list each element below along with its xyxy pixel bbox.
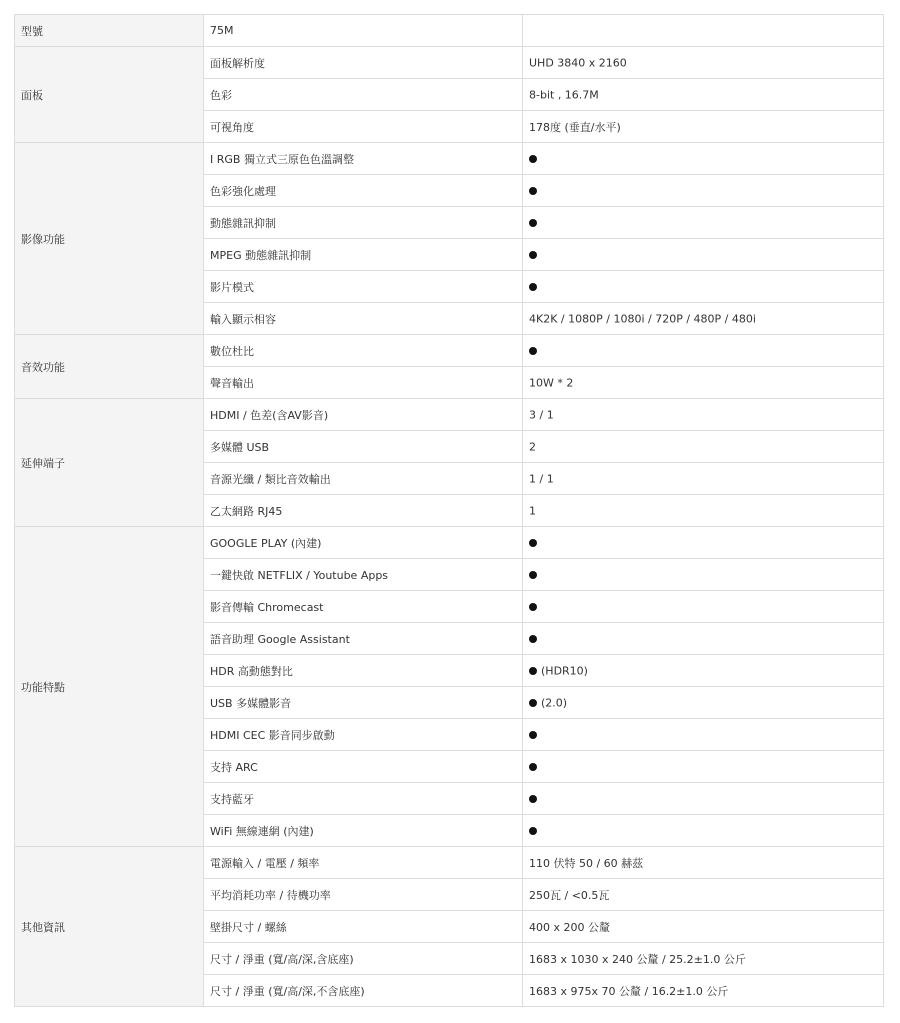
feature-cell: 語音助理 Google Assistant bbox=[204, 623, 523, 655]
value-text: 8-bit , 16.7M bbox=[529, 88, 599, 102]
value-cell bbox=[523, 335, 884, 367]
value-cell bbox=[523, 47, 884, 79]
supported-dot-icon bbox=[529, 667, 537, 675]
section-label: 面板 bbox=[15, 47, 204, 143]
value-cell bbox=[523, 303, 884, 335]
value-text: 400 x 200 公釐 bbox=[529, 920, 610, 934]
value-text: 1 / 1 bbox=[529, 472, 554, 486]
spec-table-body bbox=[15, 15, 884, 1007]
value-cell bbox=[523, 271, 884, 303]
value-text: (2.0) bbox=[541, 696, 568, 710]
supported-dot-icon bbox=[529, 571, 537, 579]
feature-cell: 影音傳輸 Chromecast bbox=[204, 591, 523, 623]
value-cell bbox=[523, 719, 884, 751]
value-cell bbox=[523, 911, 884, 943]
feature-cell: 電源輸入 / 電壓 / 頻率 bbox=[204, 847, 523, 879]
feature-cell: I RGB 獨立式三原色色溫調整 bbox=[204, 143, 523, 175]
feature-cell: 動態雜訊抑制 bbox=[204, 207, 523, 239]
section-label: 影像功能 bbox=[15, 143, 204, 335]
value-text: 4K2K / 1080P / 1080i / 720P / 480P / 480i bbox=[529, 312, 756, 326]
value-cell bbox=[523, 143, 884, 175]
model-extra bbox=[523, 15, 884, 47]
supported-dot-icon bbox=[529, 699, 537, 707]
feature-cell: HDMI CEC 影音同步啟動 bbox=[204, 719, 523, 751]
supported-dot-icon bbox=[529, 187, 537, 195]
model-label: 型號 bbox=[15, 15, 204, 47]
table-row bbox=[15, 15, 884, 47]
value-cell bbox=[523, 79, 884, 111]
value-text: 178度 (垂直/水平) bbox=[529, 120, 621, 134]
value-text: 10W * 2 bbox=[529, 376, 574, 390]
feature-cell: 支持藍牙 bbox=[204, 783, 523, 815]
feature-cell: 輸入顯示相容 bbox=[204, 303, 523, 335]
feature-cell: MPEG 動態雜訊抑制 bbox=[204, 239, 523, 271]
feature-cell: 面板解析度 bbox=[204, 47, 523, 79]
value-cell bbox=[523, 111, 884, 143]
value-cell bbox=[523, 943, 884, 975]
value-cell bbox=[523, 975, 884, 1007]
feature-cell: GOOGLE PLAY (內建) bbox=[204, 527, 523, 559]
supported-dot-icon bbox=[529, 763, 537, 771]
value-cell bbox=[523, 527, 884, 559]
supported-dot-icon bbox=[529, 795, 537, 803]
feature-cell: 色彩 bbox=[204, 79, 523, 111]
value-cell bbox=[523, 367, 884, 399]
feature-cell: 可視角度 bbox=[204, 111, 523, 143]
feature-cell: 色彩強化處理 bbox=[204, 175, 523, 207]
feature-cell: 平均消耗功率 / 待機功率 bbox=[204, 879, 523, 911]
table-row bbox=[15, 335, 884, 367]
supported-dot-icon bbox=[529, 635, 537, 643]
value-cell bbox=[523, 495, 884, 527]
value-text: 110 伏特 50 / 60 赫茲 bbox=[529, 856, 644, 870]
value-cell bbox=[523, 431, 884, 463]
feature-cell: 尺寸 / 淨重 (寬/高/深,含底座) bbox=[204, 943, 523, 975]
value-cell bbox=[523, 783, 884, 815]
value-cell bbox=[523, 815, 884, 847]
value-cell bbox=[523, 207, 884, 239]
table-row bbox=[15, 527, 884, 559]
value-cell bbox=[523, 623, 884, 655]
supported-dot-icon bbox=[529, 283, 537, 291]
feature-cell: 多媒體 USB bbox=[204, 431, 523, 463]
feature-cell: HDR 高動態對比 bbox=[204, 655, 523, 687]
model-value: 75M bbox=[204, 15, 523, 47]
feature-cell: 壁掛尺寸 / 螺絲 bbox=[204, 911, 523, 943]
section-label: 其他資訊 bbox=[15, 847, 204, 1007]
table-row bbox=[15, 143, 884, 175]
feature-cell: 音源光纖 / 類比音效輸出 bbox=[204, 463, 523, 495]
value-cell bbox=[523, 591, 884, 623]
spec-table-container bbox=[14, 14, 884, 1007]
feature-cell: 影片模式 bbox=[204, 271, 523, 303]
supported-dot-icon bbox=[529, 603, 537, 611]
supported-dot-icon bbox=[529, 219, 537, 227]
feature-cell: 尺寸 / 淨重 (寬/高/深,不含底座) bbox=[204, 975, 523, 1007]
feature-cell: 乙太網路 RJ45 bbox=[204, 495, 523, 527]
value-cell bbox=[523, 847, 884, 879]
value-cell bbox=[523, 687, 884, 719]
feature-cell: 支持 ARC bbox=[204, 751, 523, 783]
value-cell bbox=[523, 239, 884, 271]
feature-cell: 數位杜比 bbox=[204, 335, 523, 367]
feature-cell: 聲音輸出 bbox=[204, 367, 523, 399]
value-cell bbox=[523, 879, 884, 911]
value-cell bbox=[523, 559, 884, 591]
value-text: 1683 x 1030 x 240 公釐 / 25.2±1.0 公斤 bbox=[529, 952, 746, 966]
supported-dot-icon bbox=[529, 155, 537, 163]
feature-cell: HDMI / 色差(含AV影音) bbox=[204, 399, 523, 431]
supported-dot-icon bbox=[529, 827, 537, 835]
value-text: 250瓦 / <0.5瓦 bbox=[529, 888, 610, 902]
supported-dot-icon bbox=[529, 539, 537, 547]
value-cell bbox=[523, 655, 884, 687]
value-cell bbox=[523, 751, 884, 783]
section-label: 功能特點 bbox=[15, 527, 204, 847]
spec-table bbox=[14, 14, 884, 1007]
value-text: (HDR10) bbox=[541, 664, 588, 678]
value-cell bbox=[523, 175, 884, 207]
table-row bbox=[15, 847, 884, 879]
value-text: UHD 3840 x 2160 bbox=[529, 56, 627, 70]
table-row bbox=[15, 399, 884, 431]
supported-dot-icon bbox=[529, 731, 537, 739]
supported-dot-icon bbox=[529, 347, 537, 355]
supported-dot-icon bbox=[529, 251, 537, 259]
value-cell bbox=[523, 399, 884, 431]
value-text: 1 bbox=[529, 504, 536, 518]
value-text: 3 / 1 bbox=[529, 408, 554, 422]
value-cell bbox=[523, 463, 884, 495]
feature-cell: USB 多媒體影音 bbox=[204, 687, 523, 719]
section-label: 延伸端子 bbox=[15, 399, 204, 527]
value-text: 1683 x 975x 70 公釐 / 16.2±1.0 公斤 bbox=[529, 984, 729, 998]
section-label: 音效功能 bbox=[15, 335, 204, 399]
value-text: 2 bbox=[529, 440, 536, 454]
table-row bbox=[15, 47, 884, 79]
feature-cell: WiFi 無線連網 (內建) bbox=[204, 815, 523, 847]
feature-cell: 一鍵快啟 NETFLIX / Youtube Apps bbox=[204, 559, 523, 591]
